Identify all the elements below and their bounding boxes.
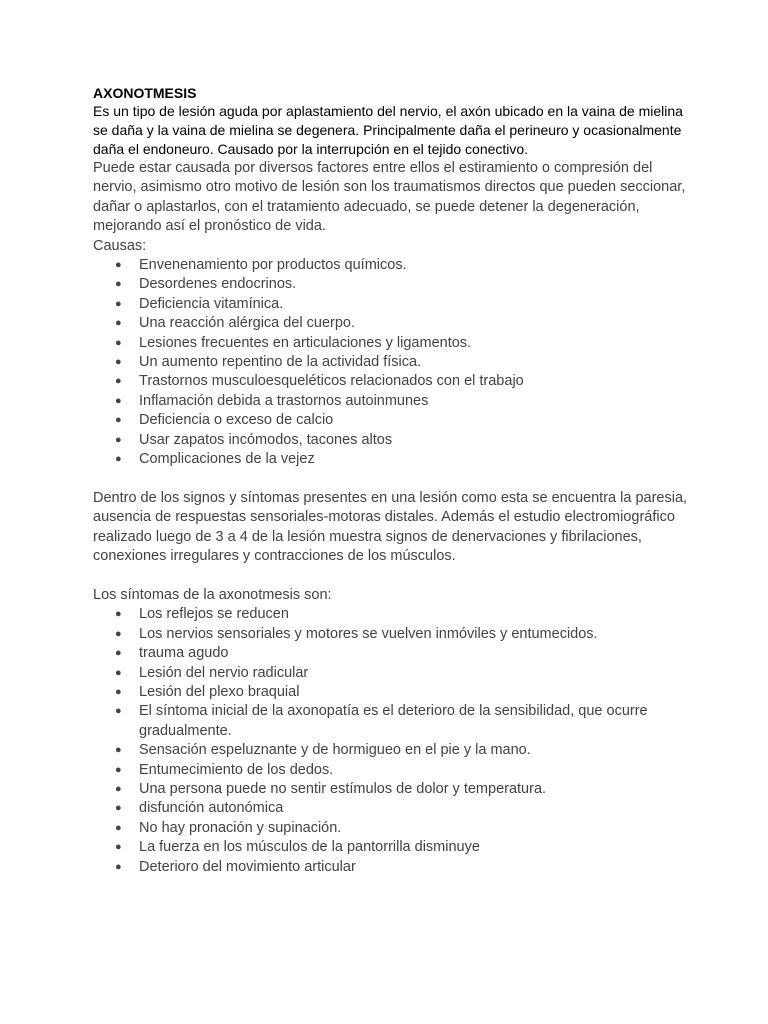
list-item-text: Inflamación debida a trastornos autoinmunes: [139, 392, 429, 409]
list-item: [93, 819, 693, 838]
bullet-icon: ●: [115, 802, 122, 815]
list-item: [93, 411, 693, 430]
list-item-text: Entumecimiento de los dedos.: [139, 761, 334, 778]
list-item-text: Lesiones frecuentes en articulaciones y ligamentos.: [139, 334, 472, 351]
list-item: [93, 450, 693, 469]
list-item-text: El síntoma inicial de la axonopatía es el deterioro de la sensibilidad, que ocurre gradualmente.: [139, 703, 648, 739]
list-item: [93, 741, 693, 760]
list-item-text: Una reacción alérgica del cuerpo.: [139, 315, 356, 332]
list-item-text: Trastornos musculoesqueléticos relacionados con el trabajo: [139, 373, 524, 390]
list-item: [93, 314, 693, 333]
causes-list: [93, 256, 693, 469]
list-item: [93, 275, 693, 294]
bullet-icon: ●: [115, 685, 122, 698]
list-item-text: Usar zapatos incómodos, tacones altos: [139, 431, 393, 448]
bullet-icon: ●: [115, 453, 122, 466]
list-item-text: Los nervios sensoriales y motores se vuelven inmóviles y entumecidos.: [139, 625, 598, 642]
list-item-text: Desordenes endocrinos.: [139, 276, 297, 293]
list-item: [93, 683, 693, 702]
signs-paragraph: Dentro de los signos y síntomas presentes en una lesión como esta se encuentra la paresia, ausencia de respuestas sensoriales-motoras distales. Además el estudio electromiográfico realizado luego de 3 a 4 de la lesión muestra signos de denervaciones y fibrilaciones, conexiones irregulares y contracciones de los músculos.: [93, 489, 688, 565]
bullet-icon: ●: [115, 841, 122, 854]
bullet-icon: ●: [115, 821, 122, 834]
list-item: [93, 761, 693, 780]
bullet-icon: ●: [115, 860, 122, 873]
spacer: [93, 470, 693, 489]
list-item-text: Complicaciones de la vejez: [139, 451, 315, 468]
list-item-text: Deficiencia vitamínica.: [139, 295, 284, 312]
list-item-text: Un aumento repentino de la actividad física.: [139, 354, 422, 371]
list-item-text: Envenenamiento por productos químicos.: [139, 257, 407, 274]
list-item: [93, 353, 693, 372]
list-item-text: Lesión del nervio radicular: [139, 664, 309, 681]
bullet-icon: ●: [115, 414, 122, 427]
list-item-text: trauma agudo: [139, 645, 229, 662]
list-item-text: Los reflejos se reducen: [139, 606, 289, 623]
list-item-text: Deficiencia o exceso de calcio: [139, 412, 334, 429]
list-item-text: Deterioro del movimiento articular: [139, 858, 356, 875]
list-item-text: Lesión del plexo braquial: [139, 683, 300, 700]
list-item: [93, 256, 693, 275]
list-item: [93, 625, 693, 644]
intro-paragraph: Es un tipo de lesión aguda por aplastamiento del nervio, el axón ubicado en la vaina de mielina se daña y la vaina de mielina se degenera. Principalmente daña el perineuro y ocasionalmente daña el endoneuro. Causado por la interrupción en el tejido conectivo.: [93, 103, 683, 157]
list-item-text: Sensación espeluznante y de hormigueo en el pie y la mano.: [139, 742, 531, 759]
spacer: [93, 567, 693, 586]
list-item: [93, 605, 693, 624]
list-item: [93, 431, 693, 450]
bullet-icon: ●: [115, 744, 122, 757]
bullet-icon: ●: [115, 763, 122, 776]
bullet-icon: ●: [115, 647, 122, 660]
bullet-icon: ●: [115, 627, 122, 640]
bullet-icon: ●: [115, 259, 122, 272]
bullet-icon: ●: [115, 297, 122, 310]
list-item: [93, 838, 693, 857]
bullet-icon: ●: [115, 433, 122, 446]
bullet-icon: ●: [115, 278, 122, 291]
list-item: [93, 372, 693, 391]
document-page: [93, 84, 693, 877]
list-item: [93, 780, 693, 799]
list-item-text: disfunción autonómica: [139, 800, 284, 817]
list-item: [93, 644, 693, 663]
causes-paragraph: Puede estar causada por diversos factores entre ellos el estiramiento o compresión del nervio, asimismo otro motivo de lesión son los traumatismos directos que pueden seccionar, dañar o aplastarlos, con el tratamiento adecuado, se puede detener la degeneración, mejorando así el pronóstico de vida.: [93, 160, 686, 235]
bullet-icon: ●: [115, 782, 122, 795]
list-item: [93, 799, 693, 818]
list-item: [93, 295, 693, 314]
symptoms-list: [93, 605, 693, 877]
list-item-text: No hay pronación y supinación.: [139, 819, 342, 836]
bullet-icon: ●: [115, 666, 122, 679]
bullet-icon: ●: [115, 394, 122, 407]
list-item: [93, 664, 693, 683]
list-item-text: La fuerza en los músculos de la pantorrilla disminuye: [139, 839, 480, 856]
bullet-icon: ●: [115, 317, 122, 330]
bullet-icon: ●: [115, 336, 122, 349]
causes-label: Causas:: [93, 237, 147, 254]
bullet-icon: ●: [115, 705, 122, 718]
bullet-icon: ●: [115, 375, 122, 388]
list-item: [93, 702, 693, 741]
bullet-icon: ●: [115, 356, 122, 369]
list-item: [93, 858, 693, 877]
bullet-icon: ●: [115, 608, 122, 621]
symptoms-label: Los síntomas de la axonotmesis son:: [93, 586, 332, 603]
list-item-text: Una persona puede no sentir estímulos de dolor y temperatura.: [139, 780, 547, 797]
document-title: AXONOTMESIS: [93, 85, 197, 101]
list-item: [93, 334, 693, 353]
list-item: [93, 392, 693, 411]
